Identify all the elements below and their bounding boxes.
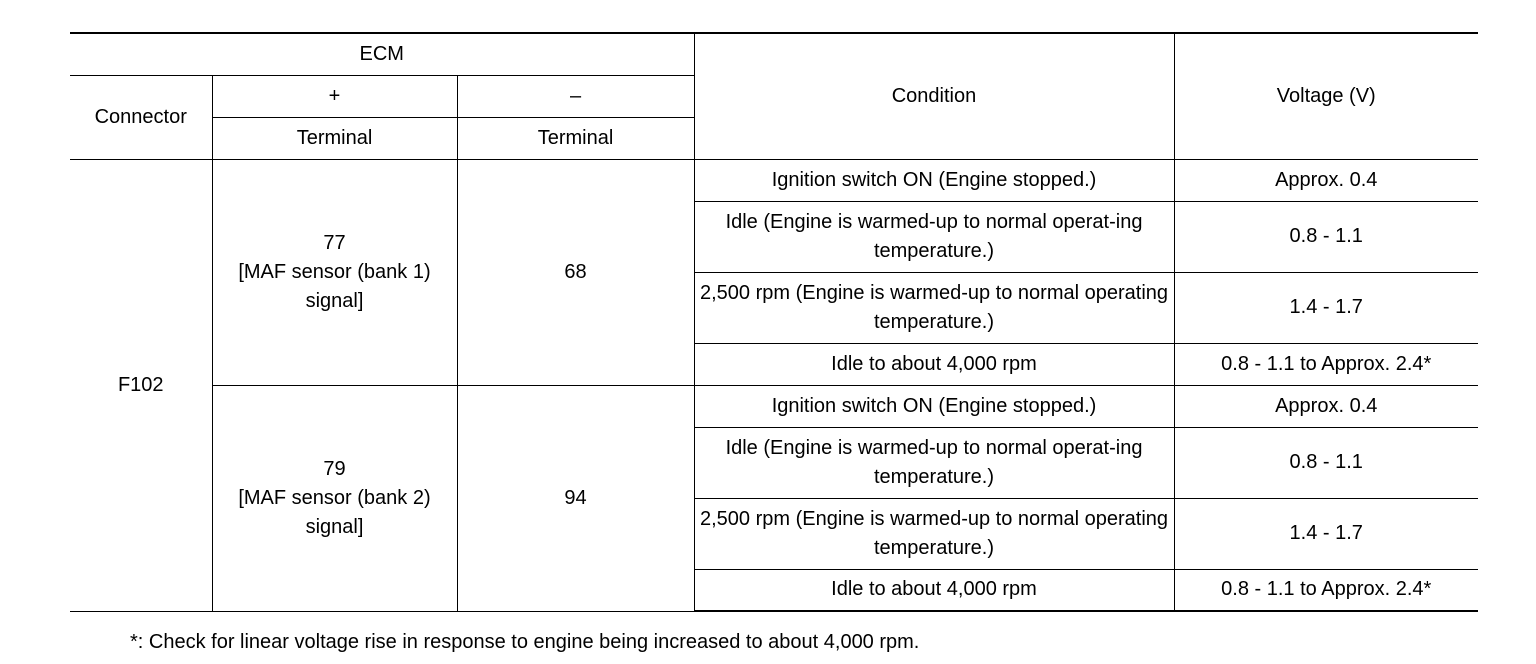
minus-terminal-cell: 94: [457, 385, 694, 611]
plus-terminal-number: 79: [323, 457, 346, 480]
voltage-cell: Approx. 0.4: [1174, 385, 1478, 427]
terminal-minus-header: Terminal: [457, 117, 694, 159]
ecm-terminal-voltage-table: [70, 32, 1478, 612]
condition-cell: Idle to about 4,000 rpm: [694, 569, 1174, 611]
voltage-cell: 1.4 - 1.7: [1174, 498, 1478, 569]
condition-cell: 2,500 rpm (Engine is warmed-up to normal operating temperature.): [694, 498, 1174, 569]
plus-terminal-desc: [MAF sensor (bank 2): [238, 486, 431, 509]
terminal-plus-header: Terminal: [212, 117, 457, 159]
condition-header: Condition: [694, 33, 1174, 159]
voltage-cell: 0.8 - 1.1: [1174, 201, 1478, 272]
connector-header: Connector: [70, 75, 212, 159]
minus-header: –: [457, 75, 694, 117]
table-row: [70, 159, 1478, 201]
condition-cell: Ignition switch ON (Engine stopped.): [694, 159, 1174, 201]
plus-terminal-desc: signal]: [305, 289, 364, 312]
voltage-header: Voltage (V): [1174, 33, 1478, 159]
plus-terminal-cell: [212, 385, 457, 611]
plus-terminal-cell: [212, 159, 457, 385]
condition-cell: Idle (Engine is warmed-up to normal operat-ing temperature.): [694, 201, 1174, 272]
footnote: *: Check for linear voltage rise in response to engine being increased to about 4,000 rpm.: [130, 631, 920, 653]
condition-cell: Ignition switch ON (Engine stopped.): [694, 385, 1174, 427]
condition-cell: 2,500 rpm (Engine is warmed-up to normal operating temperature.): [694, 272, 1174, 343]
plus-header: +: [212, 75, 457, 117]
table-row: [70, 385, 1478, 427]
voltage-cell: 0.8 - 1.1 to Approx. 2.4*: [1174, 343, 1478, 385]
plus-terminal-desc: signal]: [305, 515, 364, 538]
connector-cell: F102: [70, 159, 212, 611]
minus-terminal-cell: 68: [457, 159, 694, 385]
ecm-group-header: ECM: [70, 33, 694, 75]
condition-cell: Idle (Engine is warmed-up to normal operat-ing temperature.): [694, 427, 1174, 498]
voltage-cell: 1.4 - 1.7: [1174, 272, 1478, 343]
voltage-cell: Approx. 0.4: [1174, 159, 1478, 201]
plus-terminal-number: 77: [323, 231, 346, 254]
plus-terminal-desc: [MAF sensor (bank 1): [238, 260, 431, 283]
voltage-cell: 0.8 - 1.1: [1174, 427, 1478, 498]
voltage-cell: 0.8 - 1.1 to Approx. 2.4*: [1174, 569, 1478, 611]
condition-cell: Idle to about 4,000 rpm: [694, 343, 1174, 385]
